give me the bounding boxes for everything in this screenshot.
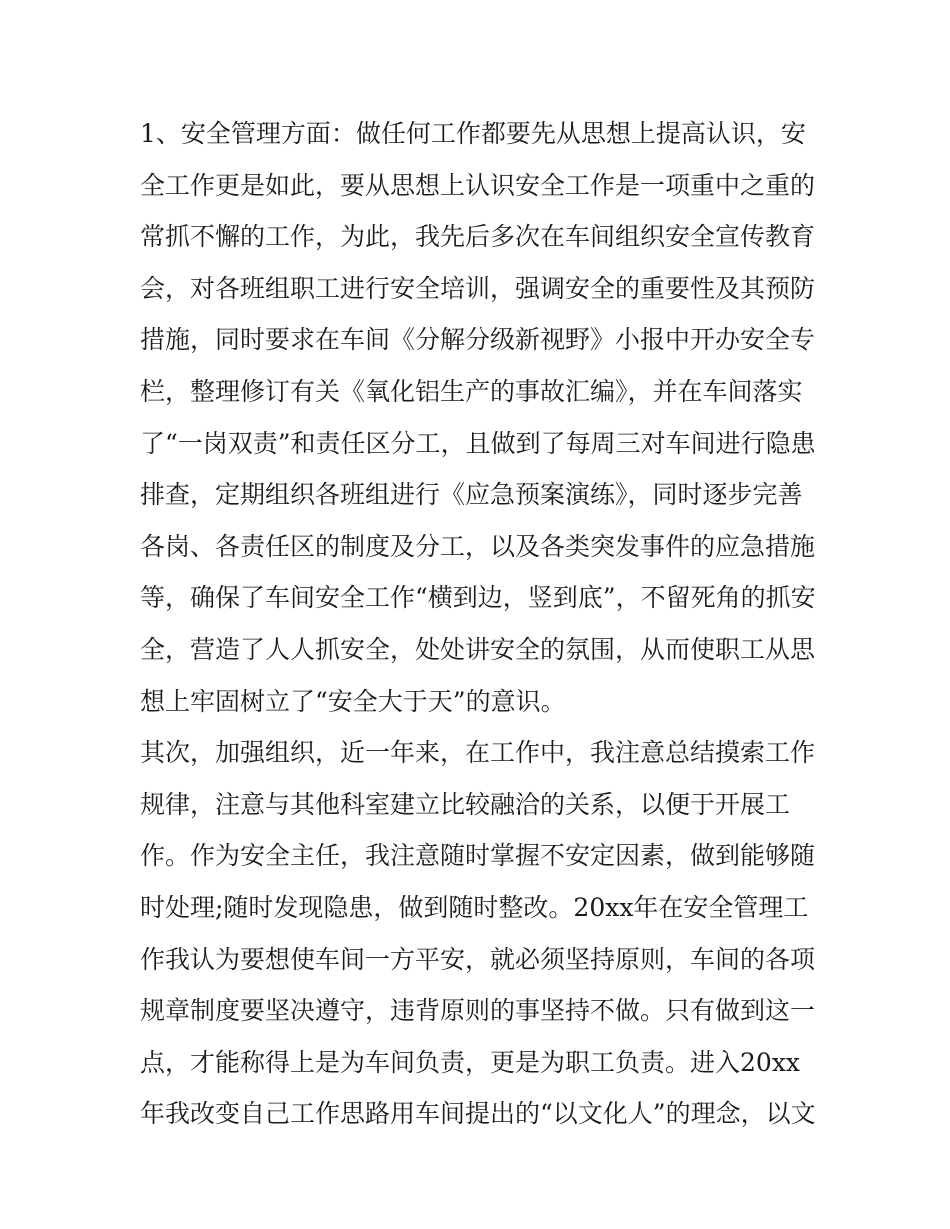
body-text [140,108,820,1140]
text-line: 排查，定期组织各班组进行《应急预案演练》，同时逐步完善 [140,480,803,510]
text-line: 想上牢固树立了“安全大于天”的意识。 [140,686,566,716]
text-line: 年我改变自己工作思路用车间提出的“以文化人”的理念，以文 [140,1099,816,1129]
text-line: 栏，整理修订有关《氧化铝生产的事故汇编》，并在车间落实 [140,376,803,406]
text-line: 等，确保了车间安全工作“横到边，竖到底”，不留死角的抓安 [140,583,816,613]
text-line: 规律，注意与其他科室建立比较融洽的关系，以便于开展工 [140,789,791,819]
text-line: 各岗、各责任区的制度及分工，以及各类突发事件的应急措施 [140,531,816,561]
text-line: 常抓不懈的工作，为此，我先后多次在车间组织安全宣传教育 [140,222,816,252]
text-line: 作。作为安全主任，我注意随时掌握不安定因素，做到能够随 [140,841,816,871]
text-line: 全工作更是如此，要从思想上认识安全工作是一项重中之重的 [140,170,816,200]
text-line: 点，才能称得上是为车间负责，更是为职工负责。进入20xx [140,1047,801,1077]
text-line: 全，营造了人人抓安全，处处讲安全的氛围，从而使职工从思 [140,634,816,664]
text-line: 会，对各班组职工进行安全培训，强调安全的重要性及其预防 [140,273,816,303]
text-line: 了“一岗双责”和责任区分工，且做到了每周三对车间进行隐患 [140,428,816,458]
text-line: 其次，加强组织，近一年来，在工作中，我注意总结摸索工作 [140,738,816,768]
text-line: 时处理;随时发现隐患，做到随时整改。20xx年在安全管理工 [140,892,809,922]
text-line: 措施，同时要求在车间《分解分级新视野》小报中开办安全专 [140,325,816,355]
text-line: 作我认为要想使车间一方平安，就必须坚持原则，车间的各项 [140,944,816,974]
text-line: 1、安全管理方面：做任何工作都要先从思想上提高认识，安 [140,119,806,148]
text-line: 规章制度要坚决遵守，违背原则的事坚持不做。只有做到这一 [140,996,816,1026]
